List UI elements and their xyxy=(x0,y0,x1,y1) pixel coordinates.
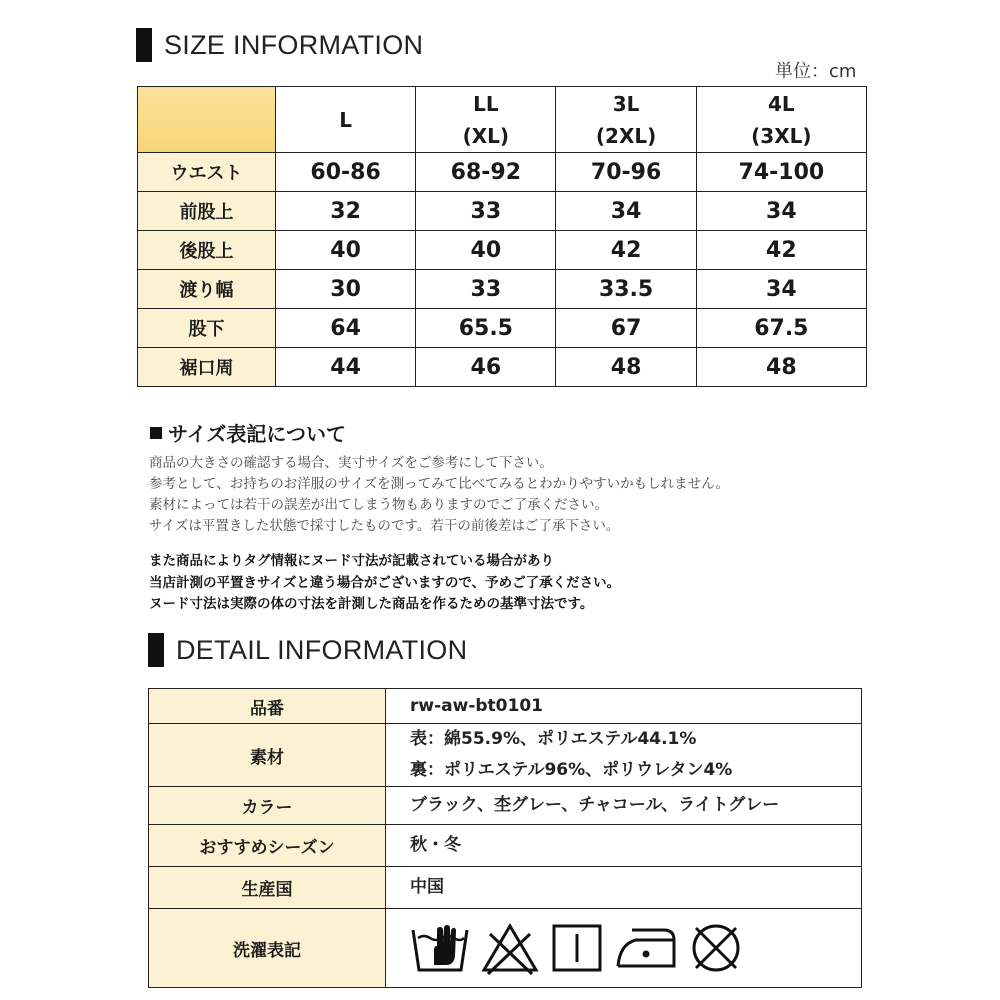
no-dry-clean-icon xyxy=(688,920,744,976)
detail-row-value xyxy=(386,909,862,988)
detail-value-line: 裏：ポリエステル96%、ポリウレタン4% xyxy=(410,760,733,780)
size-notes-paragraph xyxy=(149,453,729,537)
size-cell: 46 xyxy=(416,348,556,387)
size-row-label: 前股上 xyxy=(138,192,276,231)
size-notes-title xyxy=(150,418,346,447)
size-row-back-rise xyxy=(138,231,867,270)
note-line: ヌード寸法は実際の体の寸法を計測した商品を作るための基準寸法です。 xyxy=(149,596,594,612)
detail-row-label: 生産国 xyxy=(149,867,386,909)
size-row-waist xyxy=(138,153,867,192)
size-cell: 44 xyxy=(276,348,416,387)
detail-value-line: 表：綿55.9%、ポリエステル44.1% xyxy=(410,729,697,749)
detail-value-line: rw-aw-bt0101 xyxy=(410,695,543,716)
detail-row-label: 品番 xyxy=(149,689,386,724)
detail-row-color xyxy=(149,787,862,825)
size-row-hem xyxy=(138,348,867,387)
size-col-label: 3L xyxy=(612,91,640,116)
size-cell: 30 xyxy=(276,270,416,309)
note-line: 参考として、お持ちのお洋服のサイズを測ってみて比べてみるとわかりやすいかもしれません。 xyxy=(149,476,729,492)
size-col-header xyxy=(696,87,866,153)
size-cell: 33 xyxy=(416,270,556,309)
detail-row-material xyxy=(149,724,862,787)
heading-bar xyxy=(136,28,152,62)
detail-value-line: 秋・冬 xyxy=(410,835,461,855)
detail-table xyxy=(148,688,862,988)
size-table xyxy=(137,86,867,387)
size-notes-title-text: サイズ表記について xyxy=(168,422,346,446)
detail-row-value xyxy=(386,724,862,787)
line-dry-icon xyxy=(550,920,604,976)
detail-row-season xyxy=(149,825,862,867)
detail-row-value xyxy=(386,689,862,724)
size-cell: 60-86 xyxy=(276,153,416,192)
size-cell: 34 xyxy=(696,192,866,231)
detail-row-label: 洗濯表記 xyxy=(149,909,386,988)
size-cell: 42 xyxy=(556,231,696,270)
size-cell: 33.5 xyxy=(556,270,696,309)
size-heading-text: SIZE INFORMATION xyxy=(164,29,424,60)
care-icons xyxy=(410,914,861,982)
size-cell: 42 xyxy=(696,231,866,270)
size-col-header xyxy=(416,87,556,153)
unit-label: 単位：cm xyxy=(775,61,857,82)
size-col-label: 4L xyxy=(768,91,795,116)
detail-row-label: 素材 xyxy=(149,724,386,787)
size-table-header-row xyxy=(138,87,867,153)
detail-row-value xyxy=(386,787,862,825)
size-cell: 70-96 xyxy=(556,153,696,192)
note-line: また商品によりタグ情報にヌード寸法が記載されている場合があり xyxy=(149,553,554,569)
size-cell: 40 xyxy=(276,231,416,270)
detail-row-value xyxy=(386,825,862,867)
note-line: 素材によっては若干の誤差が出てしまう物もありますのでご了承ください。 xyxy=(149,497,608,513)
size-table-corner xyxy=(138,87,276,153)
size-row-label: 後股上 xyxy=(138,231,276,270)
detail-row-product-number xyxy=(149,689,862,724)
detail-row-label: おすすめシーズン xyxy=(149,825,386,867)
size-col-label: L xyxy=(339,107,352,132)
nude-size-notes xyxy=(149,551,620,616)
size-information-heading xyxy=(136,28,423,62)
size-cell: 32 xyxy=(276,192,416,231)
detail-row-value xyxy=(386,867,862,909)
detail-value-line: 中国 xyxy=(410,877,444,897)
size-col-sublabel: (XL) xyxy=(462,123,510,148)
size-row-thigh xyxy=(138,270,867,309)
note-line: 商品の大きさの確認する場合、実寸サイズをご参考にして下さい。 xyxy=(149,455,553,471)
size-col-sublabel: (3XL) xyxy=(751,123,812,148)
size-row-label: 股下 xyxy=(138,309,276,348)
size-cell: 34 xyxy=(696,270,866,309)
size-col-sublabel: (2XL) xyxy=(595,123,657,148)
size-cell: 33 xyxy=(416,192,556,231)
size-cell: 40 xyxy=(416,231,556,270)
size-cell: 48 xyxy=(556,348,696,387)
iron-icon xyxy=(614,920,678,976)
detail-row-label: カラー xyxy=(149,787,386,825)
size-cell: 67.5 xyxy=(696,309,866,348)
size-col-header xyxy=(556,87,696,153)
square-bullet-icon xyxy=(150,427,162,439)
note-line: 当店計測の平置きサイズと違う場合がございますので、予めご了承ください。 xyxy=(149,574,621,591)
detail-heading-text: DETAIL INFORMATION xyxy=(176,634,468,665)
hand-wash-icon xyxy=(410,920,470,976)
size-cell: 64 xyxy=(276,309,416,348)
no-bleach-icon xyxy=(480,920,540,976)
size-cell: 68-92 xyxy=(416,153,556,192)
size-row-front-rise xyxy=(138,192,867,231)
size-cell: 65.5 xyxy=(416,309,556,348)
size-row-label: ウエスト xyxy=(138,153,276,192)
size-row-inseam xyxy=(138,309,867,348)
size-row-label: 渡り幅 xyxy=(138,270,276,309)
size-cell: 34 xyxy=(556,192,696,231)
size-cell: 67 xyxy=(556,309,696,348)
size-cell: 74-100 xyxy=(696,153,866,192)
detail-row-care xyxy=(149,909,862,988)
note-line: サイズは平置きした状態で採寸したものです。若干の前後差はご了承下さい。 xyxy=(149,518,620,534)
detail-information-heading xyxy=(148,633,467,667)
size-cell: 48 xyxy=(696,348,866,387)
detail-row-origin xyxy=(149,867,862,909)
size-col-header xyxy=(276,87,416,153)
heading-bar xyxy=(148,633,164,667)
detail-value-line: ブラック、杢グレー、チャコール、ライトグレー xyxy=(410,795,780,815)
size-col-label: LL xyxy=(473,91,499,116)
size-row-label: 裾口周 xyxy=(138,348,276,387)
